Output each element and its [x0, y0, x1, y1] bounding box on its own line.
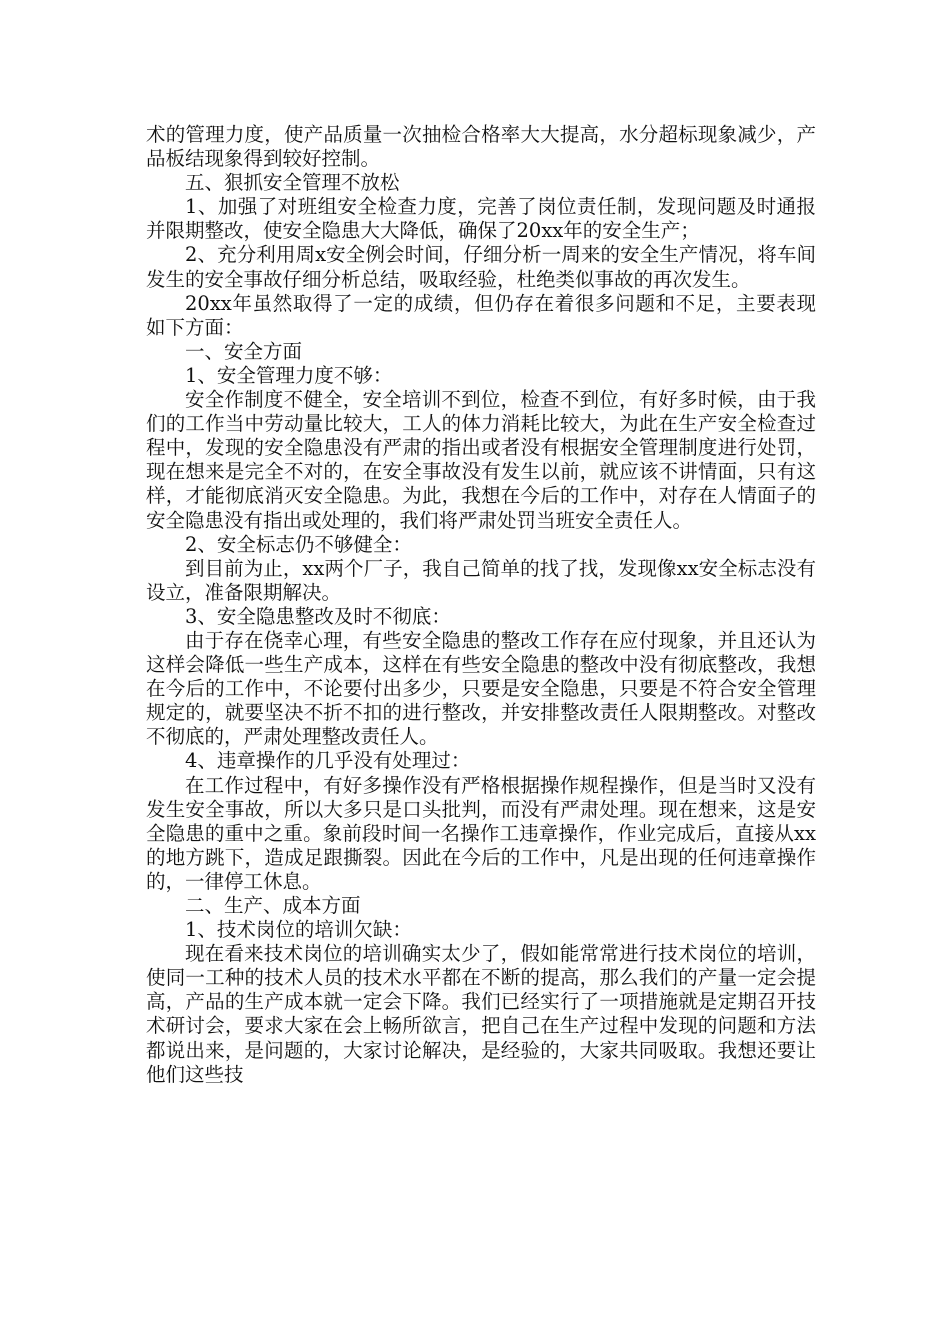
paragraph-15: 1、技术岗位的培训欠缺： — [185, 918, 412, 942]
document-body — [146, 123, 816, 1087]
paragraph-6: 1、安全管理力度不够： — [185, 363, 393, 387]
paragraph-11: 由于存在侥幸心理，有些安全隐患的整改工作存在应付现象，并且还认为这样会降低一些生产成本，这样在有些安全隐患的整改中没有彻底整改，我想在今后的工作中，不论要付出多少，只要是安全隐患，只要是不符合安全管理规定的，就要坚决不折不扣的进行整改，并安排整改责任人限期整改。对整改不彻底的，严肃处理整改责任人。 — [146, 628, 816, 749]
paragraph-14: 二、生产、成本方面 — [185, 894, 361, 917]
paragraph-1: 五、狠抓安全管理不放松 — [185, 171, 400, 195]
paragraph-16: 现在看来技术岗位的培训确实太少了，假如能常常进行技术岗位的培训，使同一工种的技术人员的技术水平都在不断的提高，那么我们的产量一定会提高，产品的生产成本就一定会下降。我们已经实行了一项措施就是定期召开技术研讨会，要求大家在会上畅所欲言，把自己在生产过程中发现的问题和方法都说出来，是问题的，大家讨论解决，是经验的，大家共同吸取。我想还要让他们这些技 — [146, 942, 816, 1086]
paragraph-8: 2、安全标志仍不够健全： — [185, 532, 412, 556]
paragraph-13: 在工作过程中，有好多操作没有严格根据操作规程操作，但是当时又没有发生安全事故，所以大多只是口头批判，而没有严肃处理。现在想来，这是安全隐患的重中之重。象前段时间一名操作工违章操作，作业完成后，直接从xx的地方跳下，造成足跟撕裂。因此在今后的工作中，凡是出现的任何违章操作的，一律停工休息。 — [146, 773, 816, 893]
paragraph-2: 1、加强了对班组安全检查力度，完善了岗位责任制，发现问题及时通报并限期整改，使安全隐患大大降低，确保了20xx年的安全生产； — [146, 195, 816, 243]
paragraph-5: 一、安全方面 — [185, 339, 303, 363]
paragraph-3: 2、充分利用周x安全例会时间，仔细分析一周来的安全生产情况，将车间发生的安全事故仔细分析总结，吸取经验，杜绝类似事故的再次发生。 — [146, 243, 816, 291]
paragraph-0: 术的管理力度，使产品质量一次抽检合格率大大提高，水分超标现象减少，产品板结现象得到较好控制。 — [146, 123, 816, 171]
paragraph-7: 安全作制度不健全，安全培训不到位，检查不到位，有好多时候，由于我们的工作当中劳动量比较大，工人的体力消耗比较大，为此在生产安全检查过程中，发现的安全隐患没有严肃的指出或者没有根据安全管理制度进行处罚，现在想来是完全不对的，在安全事故没有发生以前，就应该不讲情面，只有这样，才能彻底消灭安全隐患。为此，我想在今后的工作中，对存在人情面子的安全隐患没有指出或处理的，我们将严肃处罚当班安全责任人。 — [146, 388, 816, 532]
paragraph-4: 20xx年虽然取得了一定的成绩，但仍存在着很多问题和不足，主要表现如下方面： — [146, 291, 816, 339]
paragraph-9: 到目前为止，xx两个厂子，我自己简单的找了找，发现像xx安全标志没有设立，准备限期解决。 — [146, 556, 816, 604]
paragraph-12: 4、违章操作的几乎没有处理过： — [185, 749, 471, 773]
paragraph-10: 3、安全隐患整改及时不彻底： — [185, 604, 451, 628]
